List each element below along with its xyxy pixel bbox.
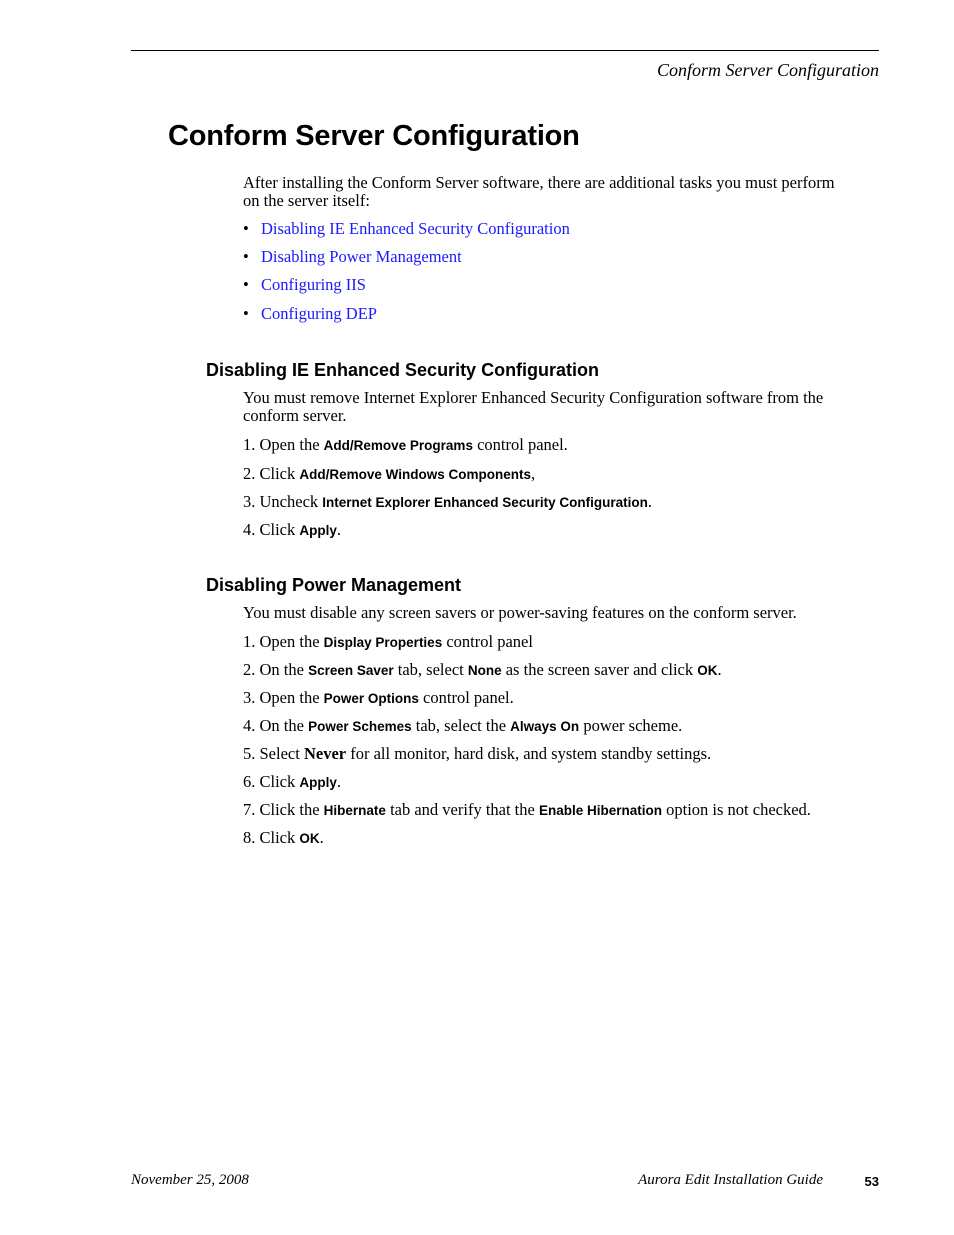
section-heading-ie-esc: Disabling IE Enhanced Security Configuration	[206, 360, 600, 380]
ui-term: OK	[299, 831, 320, 846]
step-number: 1.	[243, 632, 256, 651]
emphasis-term: Never	[303, 744, 347, 763]
ui-term: None	[467, 663, 502, 678]
step-text: for all monitor, hard disk, and system standby settings.	[346, 744, 712, 763]
bullet: •	[243, 219, 249, 238]
step-text: .	[336, 772, 342, 791]
step-text: ,	[531, 464, 536, 483]
ui-term: Power Schemes	[308, 719, 412, 734]
step-text: control panel	[442, 632, 533, 651]
step-text: Click the	[259, 800, 324, 819]
header-rule	[131, 50, 879, 51]
running-header: Conform Server Configuration	[656, 60, 879, 80]
link-configuring-iis[interactable]: Configuring IIS	[261, 275, 366, 294]
ui-term: Add/Remove Windows Components	[299, 467, 532, 482]
ui-term: Enable Hibernation	[538, 803, 662, 818]
step-item	[243, 464, 535, 484]
step-text: Click	[259, 520, 300, 539]
step-text: Open the	[259, 435, 324, 454]
page-number: 53	[864, 1174, 879, 1189]
step-number: 7.	[243, 800, 256, 819]
step-text: tab and verify that the	[385, 800, 539, 819]
step-text: .	[647, 492, 652, 511]
step-item	[243, 688, 514, 708]
step-number: 4.	[243, 520, 256, 539]
step-text: .	[336, 520, 342, 539]
step-item	[243, 716, 682, 736]
step-number: 3.	[243, 688, 256, 707]
step-number: 2.	[243, 464, 256, 483]
ui-term: Internet Explorer Enhanced Security Configuration	[322, 495, 648, 510]
section-power-paragraph: You must disable any screen savers or power-saving features on the conform server.	[243, 603, 797, 622]
link-disabling-power-management[interactable]: Disabling Power Management	[261, 247, 462, 266]
bullet: •	[243, 275, 249, 294]
ui-term: Always On	[510, 719, 580, 734]
step-text: Open the	[259, 688, 324, 707]
step-item	[243, 492, 652, 512]
step-item	[243, 828, 324, 848]
step-number: 6.	[243, 772, 256, 791]
footer-date: November 25, 2008	[131, 1172, 249, 1188]
link-disabling-ie-esc[interactable]: Disabling IE Enhanced Security Configuration	[261, 219, 570, 238]
page-title: Conform Server Configuration	[168, 120, 580, 152]
step-text: tab, select	[393, 660, 468, 679]
ui-term: Add/Remove Programs	[323, 438, 473, 453]
step-text: On the	[259, 716, 309, 735]
ui-term: Screen Saver	[308, 663, 394, 678]
ui-term: Hibernate	[323, 803, 386, 818]
bullet: •	[243, 304, 249, 323]
step-text: Select	[259, 744, 304, 763]
step-number: 3.	[243, 492, 256, 511]
step-number: 5.	[243, 744, 256, 763]
ui-term: Apply	[299, 775, 337, 790]
step-item	[243, 435, 568, 455]
step-number: 8.	[243, 828, 256, 847]
step-item	[243, 632, 533, 652]
step-text: Click	[259, 772, 300, 791]
step-text: power scheme.	[579, 716, 683, 735]
step-text: On the	[259, 660, 309, 679]
step-text: Click	[259, 464, 300, 483]
step-item	[243, 800, 811, 820]
step-text: Open the	[259, 632, 324, 651]
step-item	[243, 772, 341, 792]
step-text: control panel.	[418, 688, 514, 707]
bullet: •	[243, 247, 249, 266]
intro-paragraph: After installing the Conform Server software, there are additional tasks you must perform on the server itself:	[243, 173, 835, 210]
step-text: .	[717, 660, 722, 679]
step-number: 4.	[243, 716, 256, 735]
step-text: control panel.	[472, 435, 568, 454]
ui-term: Apply	[299, 523, 337, 538]
step-text: Uncheck	[259, 492, 323, 511]
section-heading-power: Disabling Power Management	[206, 575, 462, 595]
step-text: Click	[259, 828, 300, 847]
footer-guide-title: Aurora Edit Installation Guide	[638, 1172, 823, 1188]
step-number: 2.	[243, 660, 256, 679]
step-number: 1.	[243, 435, 256, 454]
ui-term: OK	[697, 663, 718, 678]
section-ie-paragraph: You must remove Internet Explorer Enhanced Security Configuration software from the conform server.	[243, 388, 824, 425]
step-text: .	[319, 828, 324, 847]
step-text: option is not checked.	[662, 800, 811, 819]
link-configuring-dep[interactable]: Configuring DEP	[261, 304, 377, 323]
ui-term: Display Properties	[323, 635, 443, 650]
step-text: as the screen saver and click	[501, 660, 698, 679]
step-item	[243, 660, 722, 680]
step-text: tab, select the	[411, 716, 511, 735]
step-item	[243, 744, 711, 764]
ui-term: Power Options	[323, 691, 419, 706]
step-item	[243, 520, 341, 540]
